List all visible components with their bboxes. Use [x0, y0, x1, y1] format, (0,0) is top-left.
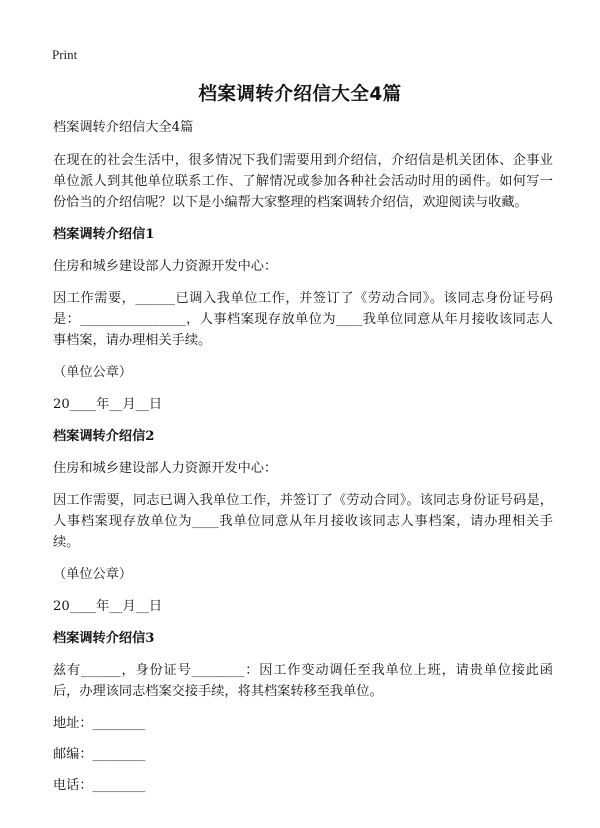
letter-2-body: 因工作需要，同志已调入我单位工作，并签订了《劳动合同》。该同志身份证号码是，人事档案现存放单位为____我单位同意从年月接收该同志人事档案，请办理相关手续。	[53, 493, 553, 550]
letter-1-recipient: 住房和城乡建设部人力资源开发中心：	[53, 259, 278, 274]
letter-2-stamp: （单位公章）	[53, 567, 133, 582]
letter-2-recipient: 住房和城乡建设部人力资源开发中心：	[53, 461, 278, 476]
intro-paragraph: 在现在的社会生活中，很多情况下我们需要用到介绍信，介绍信是机关团体、企事业单位派人到其他单位联系工作、了解情况或参加各种社会活动时用的函件。如何写一份恰当的介绍信呢？以下是小编帮大家整理的档案调转介绍信，欢迎阅读与收藏。	[53, 153, 553, 210]
document-subtitle: 档案调转介绍信大全4篇	[53, 120, 194, 135]
letter-2-date: 20____年__月__日	[53, 599, 163, 614]
letter-3-address: 地址：________	[53, 716, 146, 731]
letter-1-date: 20____年__月__日	[53, 397, 163, 412]
letter-1-body: 因工作需要，______已调入我单位工作，并签订了《劳动合同》。该同志身份证号码是：________________，人事档案现存放单位为____我单位同意从年月接收该同志人事档案，请办理相关手续。	[53, 291, 553, 348]
letter-3-postcode: 邮编：________	[53, 747, 146, 762]
letter-1-heading: 档案调转介绍信1	[53, 227, 155, 242]
letter-3-phone: 电话：________	[53, 778, 146, 793]
letter-2-heading: 档案调转介绍信2	[53, 429, 155, 444]
document-title: 档案调转介绍信大全4篇	[198, 84, 402, 105]
print-link[interactable]: Print	[52, 47, 78, 62]
letter-1-stamp: （单位公章）	[53, 365, 133, 380]
letter-3-body: 兹有______，身份证号________：因工作变动调任至我单位上班，请贵单位接此函后，办理该同志档案交接手续，将其档案转移至我单位。	[53, 663, 553, 699]
document-body	[53, 117, 553, 806]
letter-3-heading: 档案调转介绍信3	[53, 631, 155, 646]
